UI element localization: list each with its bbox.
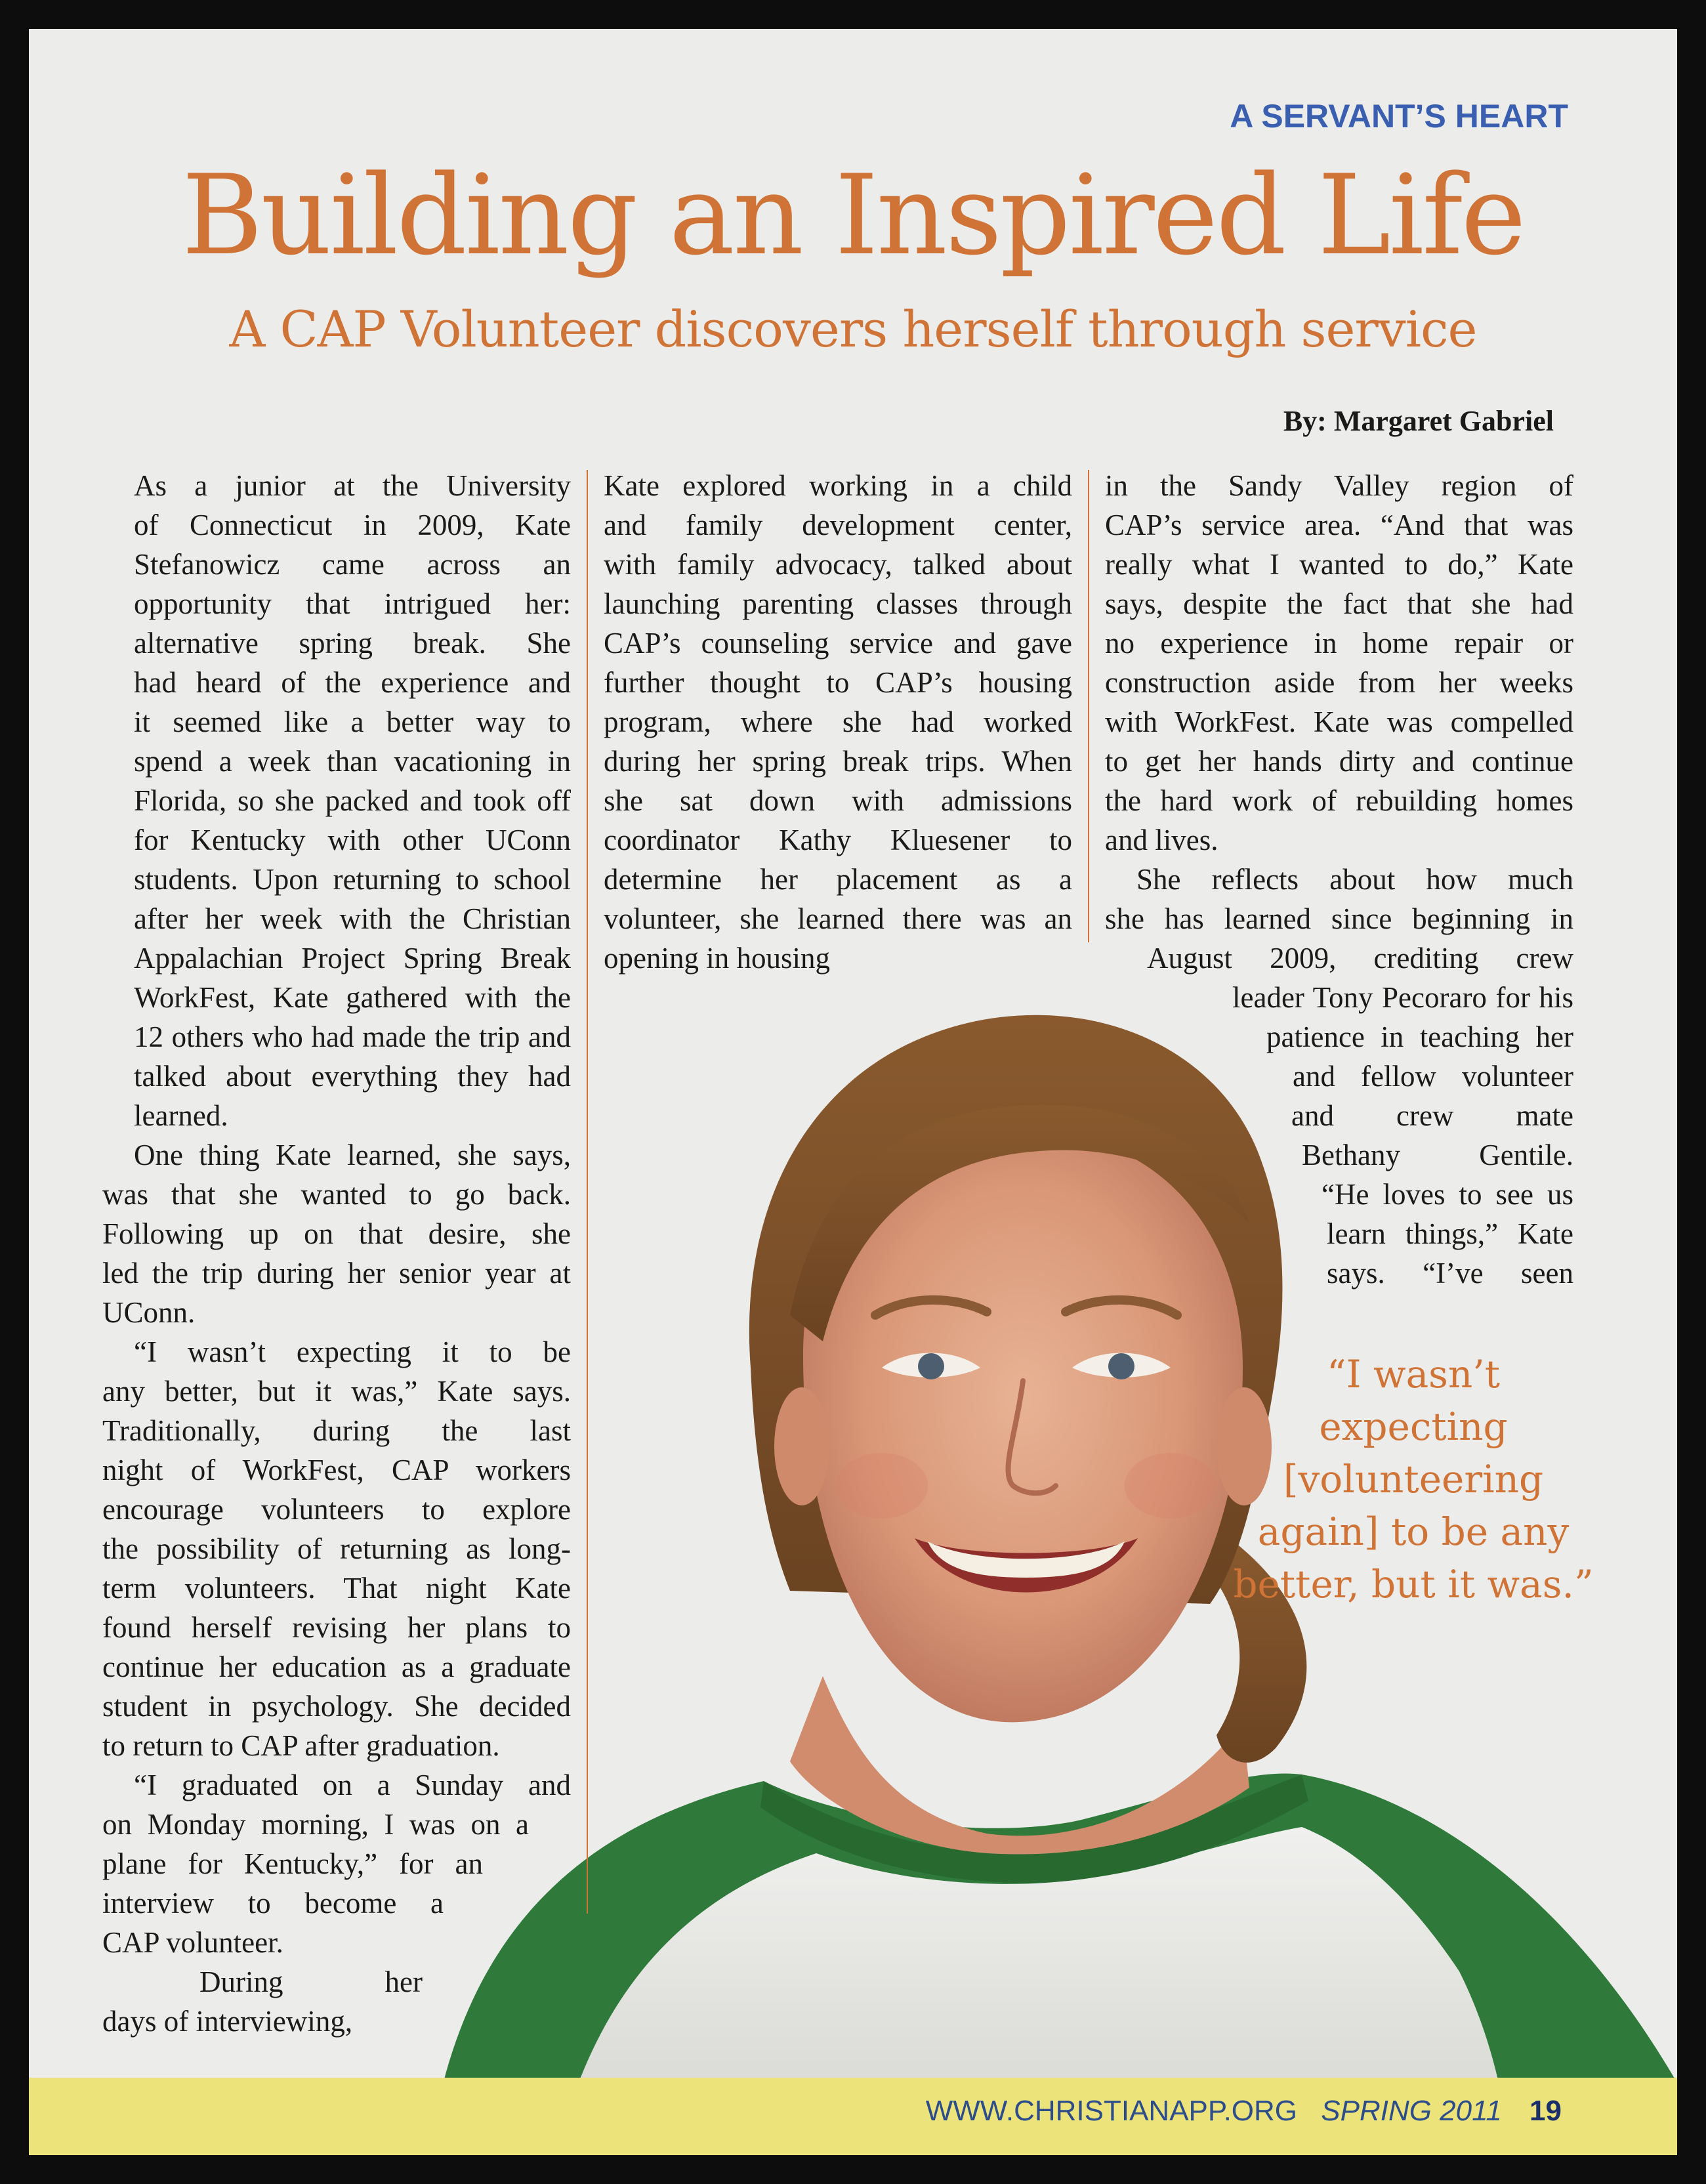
text-line: Traditionally, during the last [102, 1414, 571, 1447]
text-line: Kate explored working in a child [604, 469, 1072, 502]
text-line: term volunteers. That night Kate [102, 1572, 571, 1605]
column-divider-2 [1088, 470, 1089, 942]
text-line: “He loves to see us [1321, 1178, 1573, 1211]
article-subtitle: A CAP Volunteer discovers herself through service [229, 300, 1477, 358]
footer [926, 2095, 1562, 2128]
text-line: opening in housing [604, 942, 830, 975]
pull-quote [1203, 1348, 1623, 1610]
text-line: and family development center, [604, 509, 1072, 541]
text-line: She reflects about how much [1136, 863, 1573, 896]
text-line: to return to CAP after graduation. [102, 1729, 500, 1762]
text-line: students. Upon returning to school [134, 863, 571, 896]
text-line: CAP’s counseling service and gave [604, 627, 1072, 660]
text-line: One thing Kate learned, she says, [134, 1139, 571, 1171]
text-line: she has learned since beginning in [1105, 902, 1573, 935]
pull-quote-line: [volunteering [1283, 1457, 1544, 1502]
article-column-2 [604, 466, 1072, 978]
text-line: During her [199, 1965, 423, 1998]
text-line: UConn. [102, 1296, 196, 1329]
text-line: says. “I’ve seen [1327, 1257, 1573, 1290]
footer-url[interactable]: WWW.CHRISTIANAPP.ORG [925, 2095, 1298, 2127]
text-line: found herself revising her plans to [102, 1611, 571, 1644]
text-line: Bethany Gentile. [1302, 1139, 1573, 1171]
text-line: “I graduated on a Sunday and [134, 1769, 571, 1801]
text-line: encourage volunteers to explore [102, 1493, 571, 1526]
paragraph [102, 466, 571, 1135]
footer-issue: SPRING 2011 [1321, 2095, 1502, 2127]
paragraph [1105, 466, 1573, 860]
text-line: alternative spring break. She [134, 627, 571, 660]
text-line: determine her placement as a [604, 863, 1072, 896]
text-line: to get her hands dirty and continue [1105, 745, 1573, 778]
text-line: leader Tony Pecoraro for his [1232, 981, 1573, 1014]
text-line: on Monday morning, I was on a [102, 1808, 529, 1841]
text-line: it seemed like a better way to [134, 705, 571, 738]
text-line: “I wasn’t expecting it to be [134, 1335, 571, 1368]
paragraph [604, 466, 1072, 978]
text-line: and crew mate [1291, 1099, 1573, 1132]
text-line: the possibility of returning as long- [102, 1532, 571, 1565]
pull-quote-line: again] to be any [1257, 1509, 1570, 1554]
paragraph [102, 1135, 571, 1332]
text-line: opportunity that intrigued her: [134, 587, 571, 620]
text-line: after her week with the Christian [134, 902, 571, 935]
section-tag: A SERVANT’S HEART [1230, 98, 1568, 135]
text-line: Florida, so she packed and took off [134, 784, 571, 817]
text-line: led the trip during her senior year at [102, 1257, 571, 1290]
text-line: continue her education as a graduate [102, 1650, 571, 1683]
text-line: As a junior at the University [134, 469, 571, 502]
paragraph [102, 1962, 571, 2041]
text-line: patience in teaching her [1266, 1020, 1573, 1053]
text-line: coordinator Kathy Kluesener to [604, 824, 1072, 856]
text-line: Stefanowicz came across an [134, 548, 571, 581]
text-line: program, where she had worked [604, 705, 1072, 738]
text-line: had heard of the experience and [134, 666, 571, 699]
text-line: with family advocacy, talked about [604, 548, 1072, 581]
text-line: interview to become a [102, 1887, 444, 1920]
text-line: learn things,” Kate [1327, 1217, 1573, 1250]
text-line: plane for Kentucky,” for an [102, 1847, 483, 1880]
text-line: construction aside from her weeks [1105, 666, 1573, 699]
paragraph [102, 1765, 571, 1962]
text-line: student in psychology. She decided [102, 1690, 571, 1723]
text-line: Appalachian Project Spring Break [134, 942, 571, 975]
pull-quote-line: “I wasn’t [1326, 1352, 1501, 1396]
column-divider-1 [587, 470, 588, 1914]
text-line: no experience in home repair or [1105, 627, 1573, 660]
text-line: CAP volunteer. [102, 1926, 283, 1959]
text-line: 12 others who had made the trip and [134, 1020, 571, 1053]
article-column-1 [102, 466, 571, 2041]
byline: By: Margaret Gabriel [1283, 405, 1554, 437]
text-line: says, despite the fact that she had [1105, 587, 1573, 620]
magazine-page [29, 29, 1677, 2155]
text-line: launching parenting classes through [604, 587, 1072, 620]
pull-quote-line: better, but it was.” [1233, 1562, 1594, 1606]
text-line: night of WorkFest, CAP workers [102, 1454, 571, 1486]
text-line: Following up on that desire, she [102, 1217, 571, 1250]
text-line: CAP’s service area. “And that was [1105, 509, 1573, 541]
article-title: Building an Inspired Life [182, 151, 1524, 280]
pull-quote-line: expecting [1319, 1404, 1508, 1449]
paragraph [102, 1332, 571, 1765]
text-line: she sat down with admissions [604, 784, 1072, 817]
text-line: in the Sandy Valley region of [1105, 469, 1573, 502]
text-line: during her spring break trips. When [604, 745, 1072, 778]
text-line: was that she wanted to go back. [102, 1178, 571, 1211]
page-number: 19 [1529, 2095, 1562, 2127]
text-line: the hard work of rebuilding homes [1105, 784, 1573, 817]
text-line: volunteer, she learned there was an [604, 902, 1072, 935]
text-line: August 2009, crediting crew [1147, 942, 1573, 975]
text-line: any better, but it was,” Kate says. [102, 1375, 571, 1408]
text-line: talked about everything they had [134, 1060, 571, 1093]
text-line: for Kentucky with other UConn [134, 824, 571, 856]
text-line: with WorkFest. Kate was compelled [1105, 705, 1573, 738]
text-line: WorkFest, Kate gathered with the [134, 981, 571, 1014]
text-line: of Connecticut in 2009, Kate [134, 509, 571, 541]
paragraph [1105, 860, 1573, 1293]
text-line: spend a week than vacationing in [134, 745, 571, 778]
text-line: learned. [134, 1099, 228, 1132]
text-line: further thought to CAP’s housing [604, 666, 1072, 699]
text-line: days of interviewing, [102, 2005, 353, 2038]
text-line: really what I wanted to do,” Kate [1105, 548, 1573, 581]
text-line: and lives. [1105, 824, 1218, 856]
text-line: and fellow volunteer [1293, 1060, 1573, 1093]
article-column-3 [1105, 466, 1573, 1293]
